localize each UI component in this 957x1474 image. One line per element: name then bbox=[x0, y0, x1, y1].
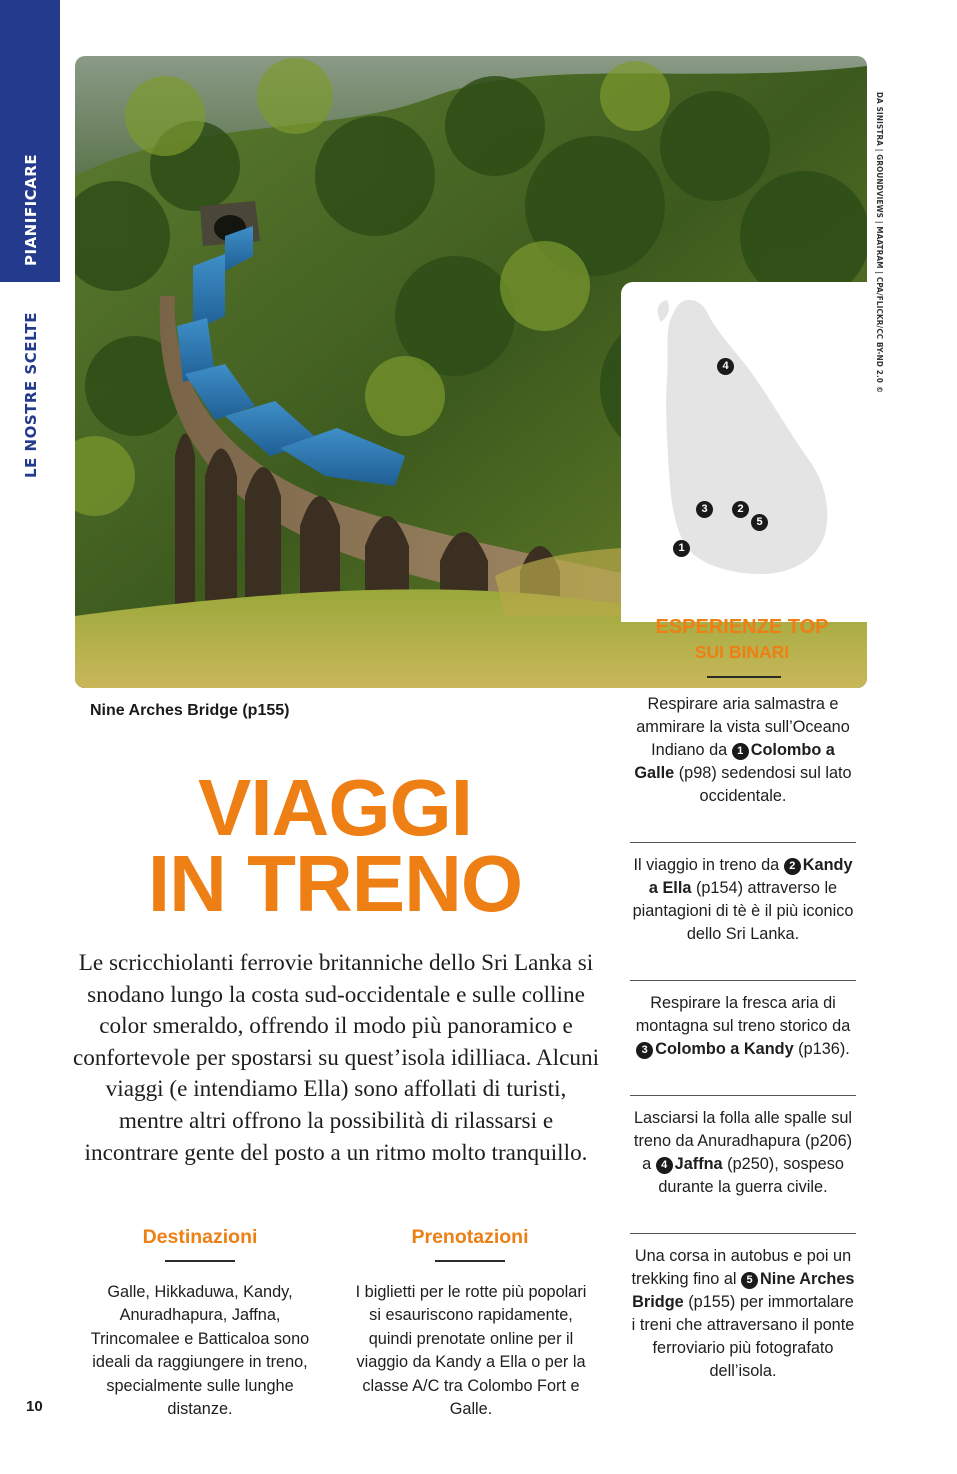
experience-5-text: Una corsa in autobus e poi un trekking fino al bbox=[631, 1247, 852, 1289]
experiences-heading-line-1: ESPERIENZE TOP bbox=[655, 616, 829, 638]
experience-divider bbox=[630, 842, 856, 843]
island-shape bbox=[666, 300, 827, 574]
experience-1-number: 1 bbox=[732, 743, 749, 760]
experience-3-number: 3 bbox=[636, 1042, 653, 1059]
experience-3-route: Colombo a Kandy bbox=[655, 1040, 794, 1059]
experience-item-2 bbox=[630, 854, 856, 946]
experience-divider bbox=[630, 980, 856, 981]
experiences-heading-line-2: SUI BINARI bbox=[694, 642, 790, 662]
photo-caption: Nine Arches Bridge (p155) bbox=[90, 702, 290, 719]
experiences-heading bbox=[630, 614, 854, 664]
experience-divider bbox=[630, 1233, 856, 1234]
experience-2-detail: (p154) attraverso le piantagioni di tè è il più iconico dello Sri Lanka. bbox=[632, 879, 854, 944]
map-marker-4: 4 bbox=[717, 358, 734, 375]
bookings-text: I biglietti per le rotte più popolari si esauriscono rapidamente, quindi prenotate online per il viaggio da Kandy a Ella o per la classe A/C tra Colombo Fort e Galle. bbox=[355, 1283, 587, 1419]
experience-4-number: 4 bbox=[656, 1157, 673, 1174]
experience-4-route: Jaffna bbox=[674, 1155, 723, 1174]
intro-paragraph: Le scricchiolanti ferrovie britanniche dello Sri Lanka si snodano lungo la costa sud-occidentale e sulle colline color smeraldo, offrendo il modo più panoramico e confortevole per spostarsi su quest’isola idilliaca. Alcuni viaggi (e intendiamo Ella) sono affollati di turisti, mentre altri offrono la possibilità di rilassarsi e incontrare gente del posto a un ritmo molto tranquillo. bbox=[72, 950, 600, 1166]
map-marker-5: 5 bbox=[751, 514, 768, 531]
experience-1-route: Colombo a Galle bbox=[634, 741, 835, 783]
experience-1-detail: (p98) sedendosi sul lato occidentale. bbox=[678, 764, 852, 806]
bookings-heading: Prenotazioni bbox=[411, 1226, 529, 1248]
map-marker-3: 3 bbox=[696, 501, 713, 518]
destinations-heading: Destinazioni bbox=[142, 1226, 258, 1248]
experience-3-detail: (p136). bbox=[798, 1040, 850, 1059]
destinations-rule bbox=[165, 1260, 235, 1262]
section-tab-label: PIANIFICARE bbox=[22, 153, 40, 266]
destinations-text: Galle, Hikkaduwa, Kandy, Anuradhapura, Jaffna, Trincomalee e Batticaloa sono ideali da raggiungere in treno, specialmente sulle lunghe distanze. bbox=[90, 1283, 310, 1419]
page-number: 10 bbox=[26, 1398, 43, 1415]
subsection-tab-label: LE NOSTRE SCELTE bbox=[22, 312, 40, 478]
map-marker-1: 1 bbox=[673, 540, 690, 557]
experience-divider bbox=[630, 1095, 856, 1096]
experience-2-number: 2 bbox=[784, 858, 801, 875]
experience-2-text: Il viaggio in treno da bbox=[633, 856, 780, 874]
experience-5-number: 5 bbox=[741, 1272, 758, 1289]
experience-item-5 bbox=[630, 1245, 856, 1384]
page-title bbox=[75, 763, 595, 928]
experience-1-text: Respirare aria salmastra e ammirare la vista sull’Oceano Indiano da bbox=[636, 695, 850, 760]
bookings-rule bbox=[435, 1260, 505, 1262]
experience-item-4 bbox=[630, 1107, 856, 1199]
map-marker-2: 2 bbox=[732, 501, 749, 518]
experience-3-text: Respirare la fresca aria di montagna sul treno storico da bbox=[635, 994, 851, 1036]
experience-4-detail: (p250), sospeso durante la guerra civile. bbox=[658, 1155, 844, 1197]
experience-5-detail: (p155) per immortalare i treni che attraversano il ponte ferroviario più fotografato dell’isola. bbox=[631, 1293, 855, 1381]
experiences-heading-rule bbox=[707, 676, 781, 678]
title-line-1: VIAGGI bbox=[197, 763, 473, 852]
experience-5-route: Nine Arches Bridge bbox=[632, 1270, 855, 1312]
experience-item-3 bbox=[630, 992, 856, 1061]
sri-lanka-map bbox=[621, 282, 867, 622]
experience-4-text: Lasciarsi la folla alle spalle sul treno da Anuradhapura (p206) a bbox=[633, 1109, 853, 1174]
title-line-2: IN TRENO bbox=[147, 839, 523, 928]
photo-credit: DA SINISTRA | GROUNDVIEWS | MAATRAM | CPA/FLICKR/CC BY-ND 2.0 © bbox=[875, 92, 884, 394]
experience-item-1 bbox=[630, 693, 856, 808]
experience-2-route: Kandy a Ella bbox=[648, 856, 853, 898]
